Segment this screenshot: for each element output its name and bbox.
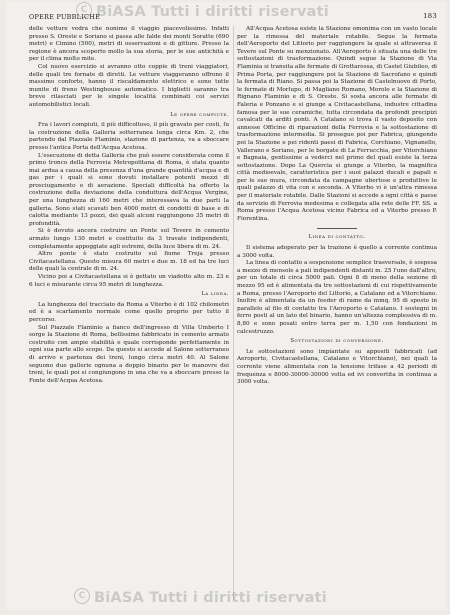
paragraph: La lunghezza del tracciato da Roma a Viterbo è di 102 chilometri ed è a scartamento normale come quello proprio per tutto il percorso. <box>29 301 229 323</box>
section-heading: Le opere compiute. <box>170 111 229 118</box>
paragraph: Si è dovuto ancora costruire un Ponte sul Tevere in cemento armato lungo 130 metri e costituito da 3 travate indipendenti, completamente appoggiate agli estremi, della luce libera di m. 24. <box>29 228 229 250</box>
page <box>6 2 446 610</box>
paragraph: Fra i lavori compiuti, il più difficoltoso, il più gravato per costi, fu la costruzione della Galleria sotterranea lunga circa Km. 2, che partendo dal Piazzale Flaminio, stazione di partenza, va a sboccare presso l'antica Porta dell'Acqua Acetosa. <box>29 122 229 151</box>
copyright-icon: C <box>74 588 90 604</box>
paragraph: Altro ponte è stato costruito sul fiume Treja presso Civitacastellana. Questo misura 60 metri e due m. 18 ed ha tre luci delle quali la centrale di m. 24. <box>29 251 229 273</box>
paragraph: L'esecuzione di detta Galleria che può essere considerata come il primo tronco della Ferrovia Metropolitana di Roma, è stata quanto mai ardua a causa della presenza d'una grande quantità d'acqua e di gas per i quali si sono dovuti installare potenti mezzi di prosciugamento e di aerazione. Speciali difficoltà ha offerto la costruzione della deviazione della conduttura dell'Acqua Vergine, per una lunghezza di 160 metri che interessava la due parti la galleria. Sono stati scavati ben 4000 metri di condotti di base e di calotta mediante 13 pozzi, dei quali alcuni raggiungono 35 metri di profondità. <box>29 152 229 227</box>
watermark-text: BiASA Tutti i diritti riservati <box>96 4 329 20</box>
copyright-icon: C <box>76 2 92 18</box>
right-column <box>237 26 437 606</box>
paragraph: Vicino poi a Civitacastellana si è gettato un viadotto alto m. 23 e 6 luci e misurante circa 95 metri di lunghezza. <box>29 274 229 288</box>
paragraph: All'Acqua Acetosa esiste la Stazione omonima con un vasto locale per la rimessa del materiale rotabile. Segue la fermata dell'Aeroporto del Littorio per raggiungere la quale si attraversa il Tevere sul Ponte su menzionato. All'Aeroporto è situata una delle tre sottostazioni di trasformazione. Quindi segue la Stazione di Via Flaminia si transita alle fermate di Grottarossa, di Castel Giubileo, di Prima Porta, per raggiungere poi la Stazione di Sacrofano e quindi la fermata di Riano. Si passa poi la Stazione di Castelnuovo di Porto, le fermate di Morlupo, di Magliano Romano, Morolo e la Stazione di Rignano Flaminio e di S. Oreste. Si sosta ancora alle fermate di Faleria e Ponzano e si giunge a Civitacastellana, industre cittadina famosa per le sue ceramiche, tutta circondata da profondi precipizi cavalcati da arditi ponti. A Catalano si trova il vasto deposito con annesse Officine di riparazioni della Ferrovia e la sottostazione di trasformazione intermedia. Si prosegue poi per Fabrica, giungendo poi la Stazione e pei ridenti paesi di Fabrica, Corchiano, Vignanello, Vallerano e Soriano, per le borgate di La Ferrucchia, per Vitorchiano e Bagnaia, gentissime a vederci nel primo del quali esiste la terza sottostazione. Dopo La Quercia si giunge a Viterbo, la magnifica città medioevale, caratteristica per i suoi palazzi ducali e papali e per le sue mura, circondata da campagne ubertose e produttive le quali palazzo di vita con e seconda. A Viterbo vi è un'altra rimessa per il materiale rotabile. Dalle Stazioni si accede a ogni città e paese da servizio di Ferrovia medesima e collegata alla rete delle FF. SS. a Roma presso l'Acqua Acetosa vicino Fabrica ed a Viterbo presso P. Fiorentina. <box>237 26 437 222</box>
page-header <box>29 9 437 23</box>
section-heading: Linea di contatto. <box>308 234 366 241</box>
section-heading: Sottostazioni di conversione. <box>290 338 384 345</box>
section-heading: La linea. <box>201 291 229 298</box>
column-divider <box>233 26 234 601</box>
section-rule <box>317 228 357 229</box>
paragraph: Col nuovo esercizio si avranno otto coppie di treni viaggiatori, delle quali tre fornate di diretti. Le vetture viaggeranno offrono il massimo conforto, hanno il riscaldamento elettrico e sono tutte munite di freno Westinghouse automatico. I biglietti saranno tra breve rilasciati per le singole località combinati coi servizi automobilistici locali. <box>29 63 229 108</box>
paragraph: La linea di contatto a sospensione semplice trasversale, è sospesa a mezzo di mensole a pali indipendenti distanti m. 25 l'uno dall'altro, per un totale di circa 5000 pali. Ogni 8 di meno della sezione di mezzo 95 ed è alimentata da tre sottostazioni di cui rispettivamente a Roma, presso l'Aeroporto del Littorio, a Catalano ed a Vitorchiano. Inoltre è alimentata da un feeder di rame da mmq. 95 di sposto in parallelo al filo di contatto tra l'Aeroporto e Catalano. I sostegni in ferro posti al un lato del binario, hanno un'altezza complessiva di m. 8,80 e sono posati entro terra per m. 1,50 con fondazioni in calcestruzzo. <box>237 260 437 335</box>
page-number: 183 <box>423 12 437 20</box>
watermark-text: BiASA Tutti i diritti riservati <box>94 590 327 606</box>
paragraph: Le sottostazioni sono impiantate su appositi fabbricati (ad Aeroporto, Civitacastellana, Catalano e Vitorchiano), nei quali la corrente viene alimentata con la tensione trifase a 42 periodi di frequenza e 8000-30000-30000 volta ed ivi convertita in continua a 3000 volta. <box>237 348 437 386</box>
paragraph: Sul Piazzale Flaminio a fianco dell'ingresso di Villa Umberto I sorge la Stazione di Roma, bellissimo fabbricato in cemento armato costruito con ampie stabilità e quale corrisponde perfettamente in ogni sua parte allo scopo. Da questo si accede al Salone sotterraneo di arrivo e partenza dei treni, lungo circa metri 40. Al Salone seguono due gallerie ognuna a doppio binario per le manovre dei treni, le quali poi si congiungono in una che va a sboccare presso la Fonte dell'Acqua Acetosa. <box>29 324 229 384</box>
paragraph: delle vetture vedrà che nonimo il viaggio piacevolissimo. Infatti presso S. Oreste e Soriano si passa alle falde dei monti Soratte (690 metri) e Cimino (500), metri di osservazioni e di gitture. Presso la regione è ancora scoperto mollo la sua storia, per le sue antichità e per il clima molto mite. <box>29 26 229 63</box>
watermark-bottom <box>74 590 327 606</box>
paragraph: Il sistema adoperato per la trazione è quello a corrente continua a 3000 volta. <box>237 245 437 259</box>
running-title: OPERE PUBBLICHE <box>29 13 101 21</box>
left-column <box>29 26 229 606</box>
